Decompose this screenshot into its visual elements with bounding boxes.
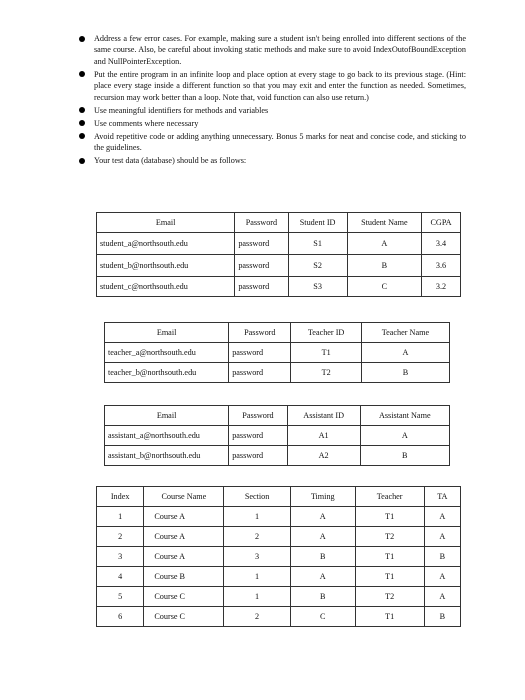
bullet-icon (79, 36, 85, 42)
table-cell: B (424, 607, 460, 627)
table-cell: 3 (97, 547, 144, 567)
table-row (105, 446, 450, 466)
table-cell: 3.4 (422, 233, 461, 255)
table-cell: T2 (355, 527, 424, 547)
bullet-icon (79, 133, 85, 139)
table-cell: password (235, 255, 288, 277)
table-row (105, 343, 450, 363)
bullet-text: Address a few error cases. For example, making sure a student isn't being enrolled into different sections of the same course. Also, be careful about invoking static methods and make sure to avoid IndexOutofBoundException and NullPointerException. (94, 34, 466, 66)
column-header: Email (105, 323, 229, 343)
assistants-table (104, 405, 450, 466)
table-cell: assistant_a@northsouth.edu (105, 426, 229, 446)
column-header: CGPA (422, 213, 461, 233)
table-row (97, 277, 461, 297)
column-header: Password (229, 406, 288, 426)
table-cell: password (229, 446, 288, 466)
table-cell: B (360, 446, 449, 466)
column-header: Section (224, 487, 290, 507)
column-header: Password (229, 323, 291, 343)
table-cell: T1 (355, 547, 424, 567)
table-cell: password (229, 363, 291, 383)
table-header-row (97, 213, 461, 233)
table-cell: A1 (287, 426, 360, 446)
table-cell: T1 (355, 567, 424, 587)
table-cell: 2 (224, 607, 290, 627)
table-row (97, 507, 461, 527)
column-header: Password (235, 213, 288, 233)
table-cell: A (347, 233, 421, 255)
table-cell: A (424, 507, 460, 527)
table-cell: T2 (355, 587, 424, 607)
table-row (97, 587, 461, 607)
table-cell: A (360, 426, 449, 446)
table-cell: A (424, 527, 460, 547)
table-cell: password (235, 233, 288, 255)
table-cell: Course C (144, 607, 224, 627)
column-header: Assistant Name (360, 406, 449, 426)
table-cell: Course A (144, 527, 224, 547)
column-header: Assistant ID (287, 406, 360, 426)
table-cell: T1 (291, 343, 361, 363)
table-cell: A (290, 507, 355, 527)
students-table (96, 212, 461, 297)
table-cell: A (424, 567, 460, 587)
table-cell: B (361, 363, 449, 383)
table-cell: student_a@northsouth.edu (97, 233, 235, 255)
bullet-icon (79, 120, 85, 126)
table-cell: C (347, 277, 421, 297)
table-cell: S3 (288, 277, 347, 297)
table-row (97, 233, 461, 255)
list-item (82, 131, 466, 154)
column-header: Email (105, 406, 229, 426)
table-row (97, 607, 461, 627)
table-row (97, 255, 461, 277)
table-cell: 2 (97, 527, 144, 547)
bullet-text: Put the entire program in an infinite loop and place option at every stage to go back to its previous stage. (Hint: place every stage inside a different function so that you may exit and enter the function as needed. Sometimes, recursion may work better than a loop. Note that, void function can also use return.) (94, 69, 466, 102)
table-row (97, 527, 461, 547)
table-cell: 3 (224, 547, 290, 567)
table-cell: B (424, 547, 460, 567)
column-header: Index (97, 487, 144, 507)
column-header: TA (424, 487, 460, 507)
table-cell: password (235, 277, 288, 297)
table-cell: 1 (224, 587, 290, 607)
column-header: Student Name (347, 213, 421, 233)
column-header: Timing (290, 487, 355, 507)
table-header-row (105, 406, 450, 426)
bullet-text: Your test data (database) should be as follows: (94, 156, 247, 166)
table-cell: 3.6 (422, 255, 461, 277)
table-cell: 2 (224, 527, 290, 547)
table-cell: Course C (144, 587, 224, 607)
list-item (82, 118, 466, 129)
table-cell: A (290, 567, 355, 587)
list-item (82, 105, 466, 116)
table-cell: 4 (97, 567, 144, 587)
table-cell: Course B (144, 567, 224, 587)
table-cell: 6 (97, 607, 144, 627)
table-cell: S2 (288, 255, 347, 277)
table-cell: T1 (355, 507, 424, 527)
column-header: Teacher ID (291, 323, 361, 343)
table-header-row (105, 323, 450, 343)
table-cell: 1 (97, 507, 144, 527)
table-cell: B (347, 255, 421, 277)
bullet-icon (79, 107, 85, 113)
table-header-row (97, 487, 461, 507)
table-cell: student_c@northsouth.edu (97, 277, 235, 297)
table-cell: A (424, 587, 460, 607)
column-header: Course Name (144, 487, 224, 507)
table-cell: 5 (97, 587, 144, 607)
table-cell: Course A (144, 507, 224, 527)
table-cell: B (290, 547, 355, 567)
table-cell: C (290, 607, 355, 627)
table-cell: T2 (291, 363, 361, 383)
column-header: Teacher (355, 487, 424, 507)
table-cell: 3.2 (422, 277, 461, 297)
table-cell: B (290, 587, 355, 607)
bullet-text: Use comments where necessary (94, 118, 199, 128)
requirements-list (82, 33, 466, 168)
column-header: Email (97, 213, 235, 233)
table-cell: 1 (224, 507, 290, 527)
table-cell: student_b@northsouth.edu (97, 255, 235, 277)
courses-table (96, 486, 461, 627)
table-row (97, 567, 461, 587)
table-row (105, 426, 450, 446)
table-row (97, 547, 461, 567)
table-cell: A2 (287, 446, 360, 466)
table-cell: Course A (144, 547, 224, 567)
table-cell: T1 (355, 607, 424, 627)
table-cell: A (361, 343, 449, 363)
table-cell: S1 (288, 233, 347, 255)
table-cell: assistant_b@northsouth.edu (105, 446, 229, 466)
table-cell: password (229, 343, 291, 363)
bullet-icon (79, 158, 85, 164)
bullet-icon (79, 71, 85, 77)
list-item (82, 69, 466, 103)
bullet-text: Use meaningful identifiers for methods and variables (94, 105, 269, 115)
table-cell: A (290, 527, 355, 547)
teachers-table (104, 322, 450, 383)
list-item (82, 155, 466, 166)
table-cell: password (229, 426, 288, 446)
table-cell: teacher_a@northsouth.edu (105, 343, 229, 363)
list-item (82, 33, 466, 67)
table-row (105, 363, 450, 383)
table-cell: 1 (224, 567, 290, 587)
bullet-text: Avoid repetitive code or adding anything unnecessary. Bonus 5 marks for neat and concise code, and sticking to the guidelines. (94, 131, 466, 153)
column-header: Teacher Name (361, 323, 449, 343)
column-header: Student ID (288, 213, 347, 233)
table-cell: teacher_b@northsouth.edu (105, 363, 229, 383)
